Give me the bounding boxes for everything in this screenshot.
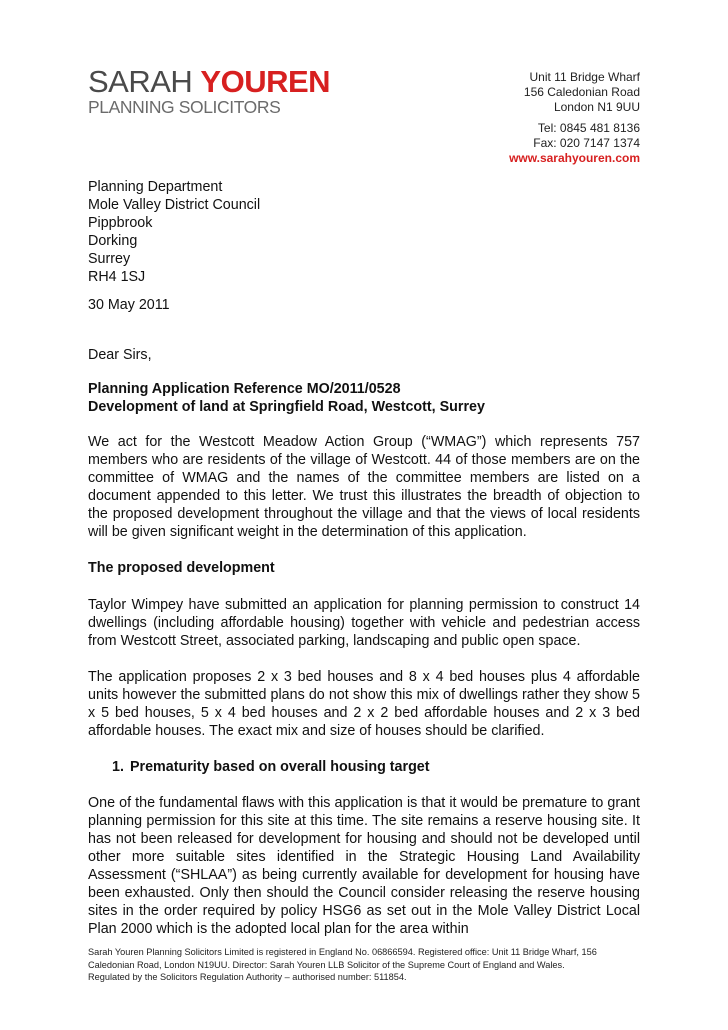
letter-date: 30 May 2011	[88, 297, 170, 313]
salutation: Dear Sirs,	[88, 347, 152, 363]
recipient-line: Mole Valley District Council	[88, 197, 261, 213]
subject-line: Planning Application Reference MO/2011/0528	[88, 381, 401, 397]
numbered-heading	[112, 758, 640, 776]
logo-name-first: SARAH	[88, 64, 201, 99]
logo-subtitle: PLANNING SOLICITORS	[88, 97, 281, 117]
recipient-address	[88, 178, 640, 286]
list-number: 1.	[112, 759, 124, 775]
recipient-line: RH4 1SJ	[88, 269, 146, 285]
footer-line: Regulated by the Solicitors Regulation Authority – authorised number: 511854.	[88, 972, 407, 982]
letter-body	[88, 433, 640, 956]
recipient-line: Planning Department	[88, 179, 223, 195]
address-line: Unit 11 Bridge Wharf	[529, 70, 640, 84]
body-paragraph: One of the fundamental flaws with this application is that it would be premature to grant planning permission for this site at this time. The site remains a reserve housing site. It has not been released for development for housing and should not be developed until other more suitable sites identified in the Strategic Housing Land Availability Assessment (“SHLAA”) as being currently available for development for housing have been exhausted. Only then should the Council consider releasing the reserve housing sites in the order required by policy HSG6 as set out in the Mole Valley District Local Plan 2000 which is the adopted local plan for the area within	[88, 795, 640, 937]
footer-registration	[88, 946, 648, 984]
telephone: Tel: 0845 481 8136	[537, 121, 640, 135]
list-heading-text: Prematurity based on overall housing target	[130, 759, 430, 775]
footer-line: Sarah Youren Planning Solicitors Limited is registered in England No. 06866594. Registered office: Unit 11 Bridge Wharf, 156	[88, 947, 597, 957]
logo-name	[88, 66, 330, 98]
recipient-line: Dorking	[88, 233, 138, 249]
logo-name-last: YOUREN	[200, 64, 331, 99]
body-paragraph: The application proposes 2 x 3 bed houses and 8 x 4 bed houses plus 4 affordable units however the submitted plans do not show this mix of dwellings rather they show 5 x 5 bed houses, 5 x 4 bed houses and 2 x 2 bed affordable houses and 2 x 3 bed affordable houses. The exact mix and size of houses should be clarified.	[88, 669, 640, 739]
subject-line: Development of land at Springfield Road, Westcott, Surrey	[88, 399, 485, 415]
footer-line: Caledonian Road, London N19UU. Director: Sarah Youren LLB Solicitor of the Supreme Court of England and Wales.	[88, 959, 565, 970]
body-paragraph: Taylor Wimpey have submitted an application for planning permission to construct 14 dwellings (including affordable housing) together with vehicle and pedestrian access from Westcott Street, associated parking, landscaping and public open space.	[88, 597, 640, 649]
recipient-line: Surrey	[88, 251, 131, 267]
subject-heading	[88, 380, 640, 416]
address-line: 156 Caledonian Road	[523, 85, 640, 99]
body-paragraph: We act for the Westcott Meadow Action Group (“WMAG”) which represents 757 members who are residents of the village of Westcott. 44 of those members are on the committee of WMAG and the names of the committee members are listed on a document appended to this letter. We trust this illustrates the breadth of objection to the proposed development throughout the village and that the views of local residents will be given significant weight in the determination of this application.	[88, 434, 640, 540]
fax: Fax: 020 7147 1374	[533, 136, 640, 150]
recipient-line: Pippbrook	[88, 215, 153, 231]
address-line: London N1 9UU	[553, 100, 640, 114]
section-heading: The proposed development	[88, 560, 275, 576]
website-link[interactable]: www.sarahyouren.com	[509, 151, 640, 165]
firm-address	[509, 70, 640, 166]
firm-logo	[88, 66, 330, 116]
